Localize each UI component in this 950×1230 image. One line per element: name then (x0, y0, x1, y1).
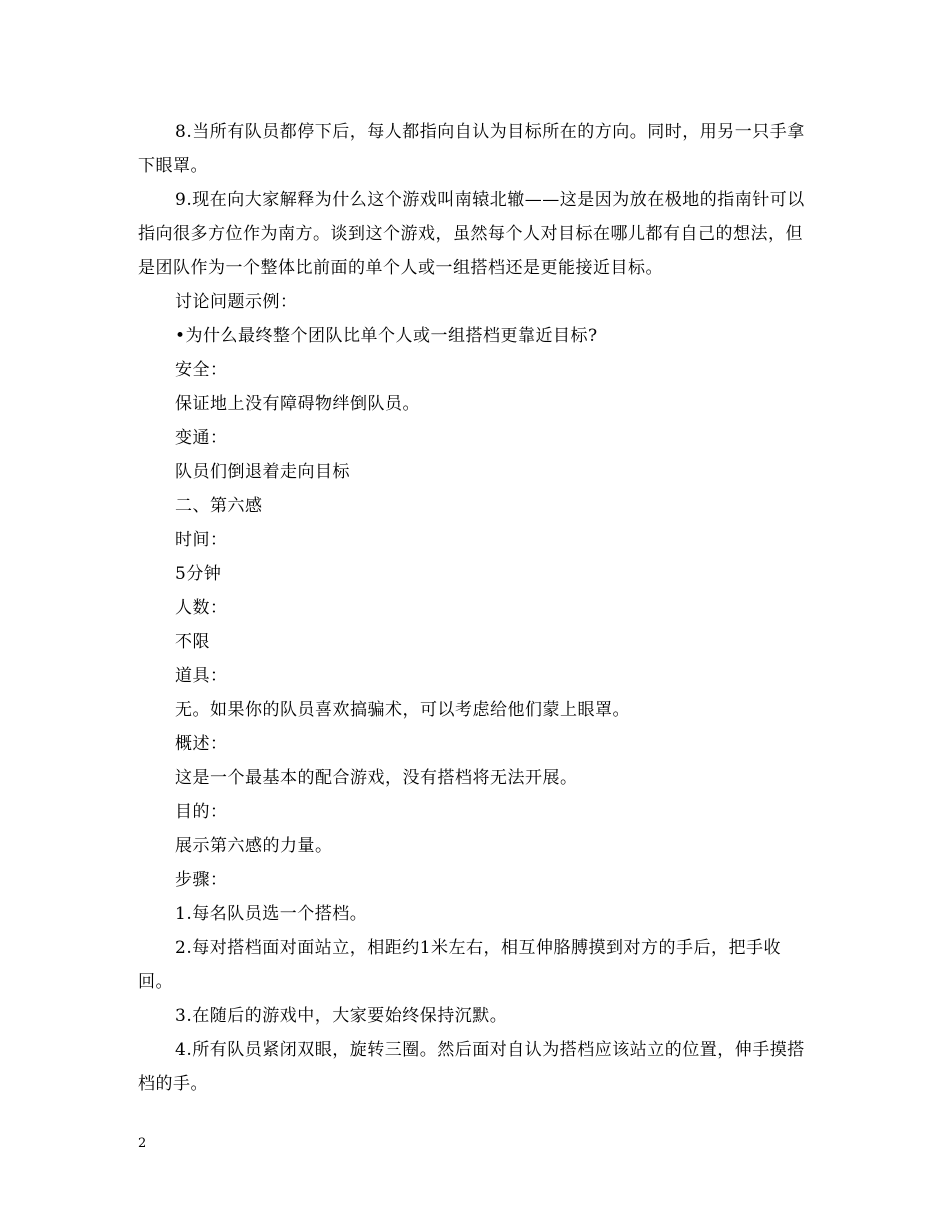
paragraph-step-2: 2.每对搭档面对面站立，相距约1米左右，相互伸胳膊摸到对方的手后，把手收回。 (138, 938, 782, 992)
page-number: 2 (138, 1136, 147, 1151)
heading-steps: 步骤： (175, 870, 228, 890)
paragraph-variation: 队员们倒退着走向目标 (175, 462, 350, 482)
paragraph-step-1: 1.每名队员选一个搭档。 (175, 904, 368, 924)
paragraph-time: 5分钟 (175, 564, 222, 584)
paragraph-props: 无。如果你的队员喜欢搞骗术，可以考虑给他们蒙上眼罩。 (175, 700, 630, 720)
paragraph-purpose: 展示第六感的力量。 (175, 836, 333, 856)
paragraph-safety: 保证地上没有障碍物绊倒队员。 (175, 394, 420, 414)
paragraph-step-4: 4.所有队员紧闭双眼，旋转三圈。然后面对自认为搭档应该站立的位置，伸手摸搭档的手。 (138, 1040, 805, 1094)
heading-safety: 安全： (175, 360, 228, 380)
heading-overview: 概述： (175, 734, 228, 754)
heading-time: 时间： (175, 530, 228, 550)
heading-variation: 变通： (175, 428, 228, 448)
section-title-sixth-sense: 二、第六感 (175, 496, 263, 516)
paragraph-step-9: 9.现在向大家解释为什么这个游戏叫南辕北辙——这是因为放在极地的指南针可以指向很多方位作为南方。谈到这个游戏，虽然每个人对目标在哪儿都有自己的想法，但是团队作为一个整体比前面的单个人或一组搭档还是更能接近目标。 (138, 190, 805, 278)
heading-props: 道具： (175, 666, 228, 686)
heading-participants: 人数： (175, 598, 228, 618)
document-body (138, 115, 814, 1101)
paragraph-step-3: 3.在随后的游戏中，大家要始终保持沉默。 (175, 1006, 508, 1026)
paragraph-participants: 不限 (175, 632, 210, 652)
paragraph-overview: 这是一个最基本的配合游戏，没有搭档将无法开展。 (175, 768, 578, 788)
heading-discussion-examples: 讨论问题示例： (175, 292, 298, 312)
paragraph-step-8: 8.当所有队员都停下后，每人都指向自认为目标所在的方向。同时，用另一只手拿下眼罩。 (138, 122, 805, 176)
heading-purpose: 目的： (175, 802, 228, 822)
bullet-discussion-question: •为什么最终整个团队比单个人或一组搭档更靠近目标? (175, 326, 598, 346)
